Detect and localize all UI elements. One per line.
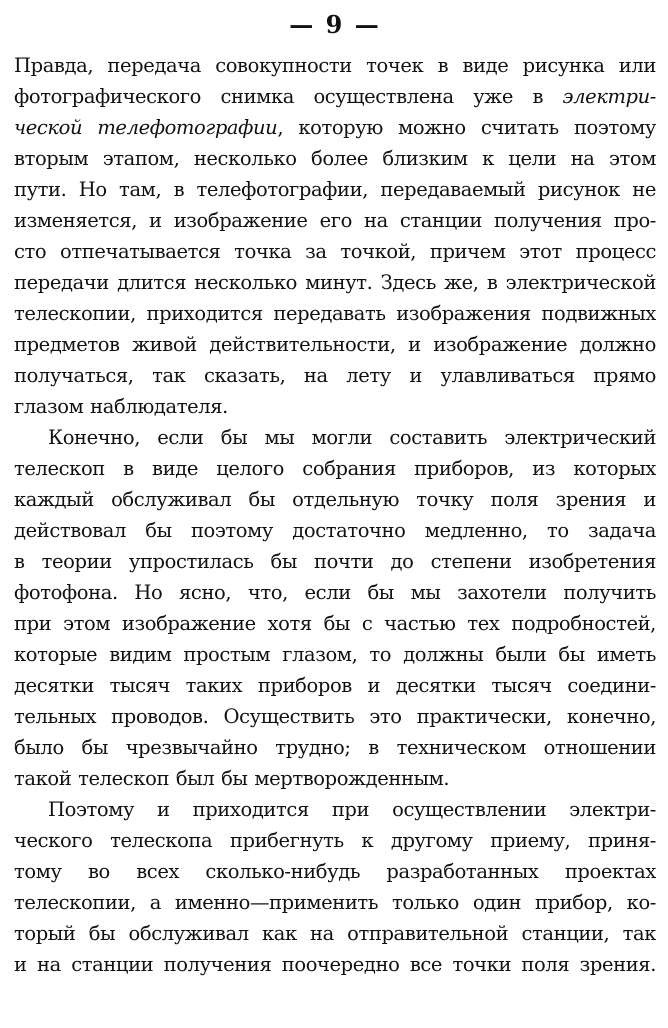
text-line xyxy=(14,949,656,980)
text-line xyxy=(14,484,656,515)
text-run: телескопии, а именно—применить только один прибор, ко- xyxy=(14,891,656,914)
text-run: такой телескоп был бы мертворожденным. xyxy=(14,767,450,790)
text-run: Поэтому и приходится при осуществлении электри- xyxy=(48,798,656,821)
text-line xyxy=(14,391,656,422)
text-line xyxy=(14,701,656,732)
text-run: каждый обслуживал бы отдельную точку поля зрения и xyxy=(14,488,656,511)
italic-text: ческой телефотографии xyxy=(14,116,278,139)
text-run: тельных проводов. Осуществить это практически, конечно, xyxy=(14,705,656,728)
text-line xyxy=(14,298,656,329)
text-line xyxy=(14,732,656,763)
text-line xyxy=(14,81,656,112)
text-run: в теории упростилась бы почти до степени изобретения xyxy=(14,550,656,573)
text-line xyxy=(14,856,656,887)
text-line xyxy=(14,453,656,484)
text-line xyxy=(14,205,656,236)
text-line xyxy=(14,887,656,918)
text-line xyxy=(14,112,656,143)
text-line xyxy=(14,267,656,298)
text-line xyxy=(14,608,656,639)
text-run: десятки тысяч таких приборов и десятки тысяч соедини- xyxy=(14,674,656,697)
text-line xyxy=(14,546,656,577)
text-run: вторым этапом, несколько более близким к цели на этом xyxy=(14,147,656,170)
text-run: действовал бы поэтому достаточно медленно, то задача xyxy=(14,519,656,542)
text-run: Правда, передача совокупности точек в виде рисунка или xyxy=(14,54,656,77)
text-line xyxy=(14,825,656,856)
paragraph xyxy=(14,422,656,794)
text-run: , которую можно считать поэтому xyxy=(277,116,656,139)
text-run: которые видим простым глазом, то должны были бы иметь xyxy=(14,643,656,666)
text-run: фотофона. Но ясно, что, если бы мы захотели получить xyxy=(14,581,656,604)
text-line xyxy=(14,329,656,360)
text-line xyxy=(14,918,656,949)
paragraph xyxy=(14,50,656,422)
text-run: Конечно, если бы мы могли составить электрический xyxy=(48,426,656,449)
text-run: пути. Но там, в телефотографии, передаваемый рисунок не xyxy=(14,178,656,201)
text-run: телескопии, приходится передавать изображения подвижных xyxy=(14,302,656,325)
text-run: телескоп в виде целого собрания приборов, из которых xyxy=(14,457,656,480)
text-line xyxy=(14,577,656,608)
text-run: при этом изображение хотя бы с частью тех подробностей, xyxy=(14,612,656,635)
text-run: сто отпечатывается точка за точкой, причем этот процесс xyxy=(14,240,656,263)
text-line xyxy=(14,236,656,267)
text-run: и на станции получения поочередно все точки поля зрения. xyxy=(14,953,656,976)
text-line xyxy=(14,515,656,546)
text-run: предметов живой действительности, и изображение должно xyxy=(14,333,656,356)
text-run: глазом наблюдателя. xyxy=(14,395,228,418)
text-line xyxy=(14,794,656,825)
text-run: тому во всех сколько-нибудь разработанных проектах xyxy=(14,860,656,883)
text-run: фотографического снимка осуществлена уже в xyxy=(14,85,563,108)
page-number: — 9 — xyxy=(289,10,381,39)
text-run: изменяется, и изображение его на станции получения про- xyxy=(14,209,656,232)
text-run: было бы чрезвычайно трудно; в техническом отношении xyxy=(14,736,656,759)
text-run: передачи длится несколько минут. Здесь же, в электрической xyxy=(14,271,656,294)
text-run: ческого телескопа прибегнуть к другому приему, приня- xyxy=(14,829,656,852)
text-line xyxy=(14,360,656,391)
text-run: торый бы обслуживал как на отправительной станции, так xyxy=(14,922,656,945)
text-body xyxy=(14,50,656,980)
text-line xyxy=(14,422,656,453)
paragraph xyxy=(14,794,656,980)
text-line xyxy=(14,174,656,205)
text-line xyxy=(14,143,656,174)
text-line xyxy=(14,670,656,701)
text-line xyxy=(14,639,656,670)
text-line xyxy=(14,50,656,81)
text-run: получаться, так сказать, на лету и улавливаться прямо xyxy=(14,364,656,387)
italic-text: электри- xyxy=(562,85,656,108)
text-line xyxy=(14,763,656,794)
